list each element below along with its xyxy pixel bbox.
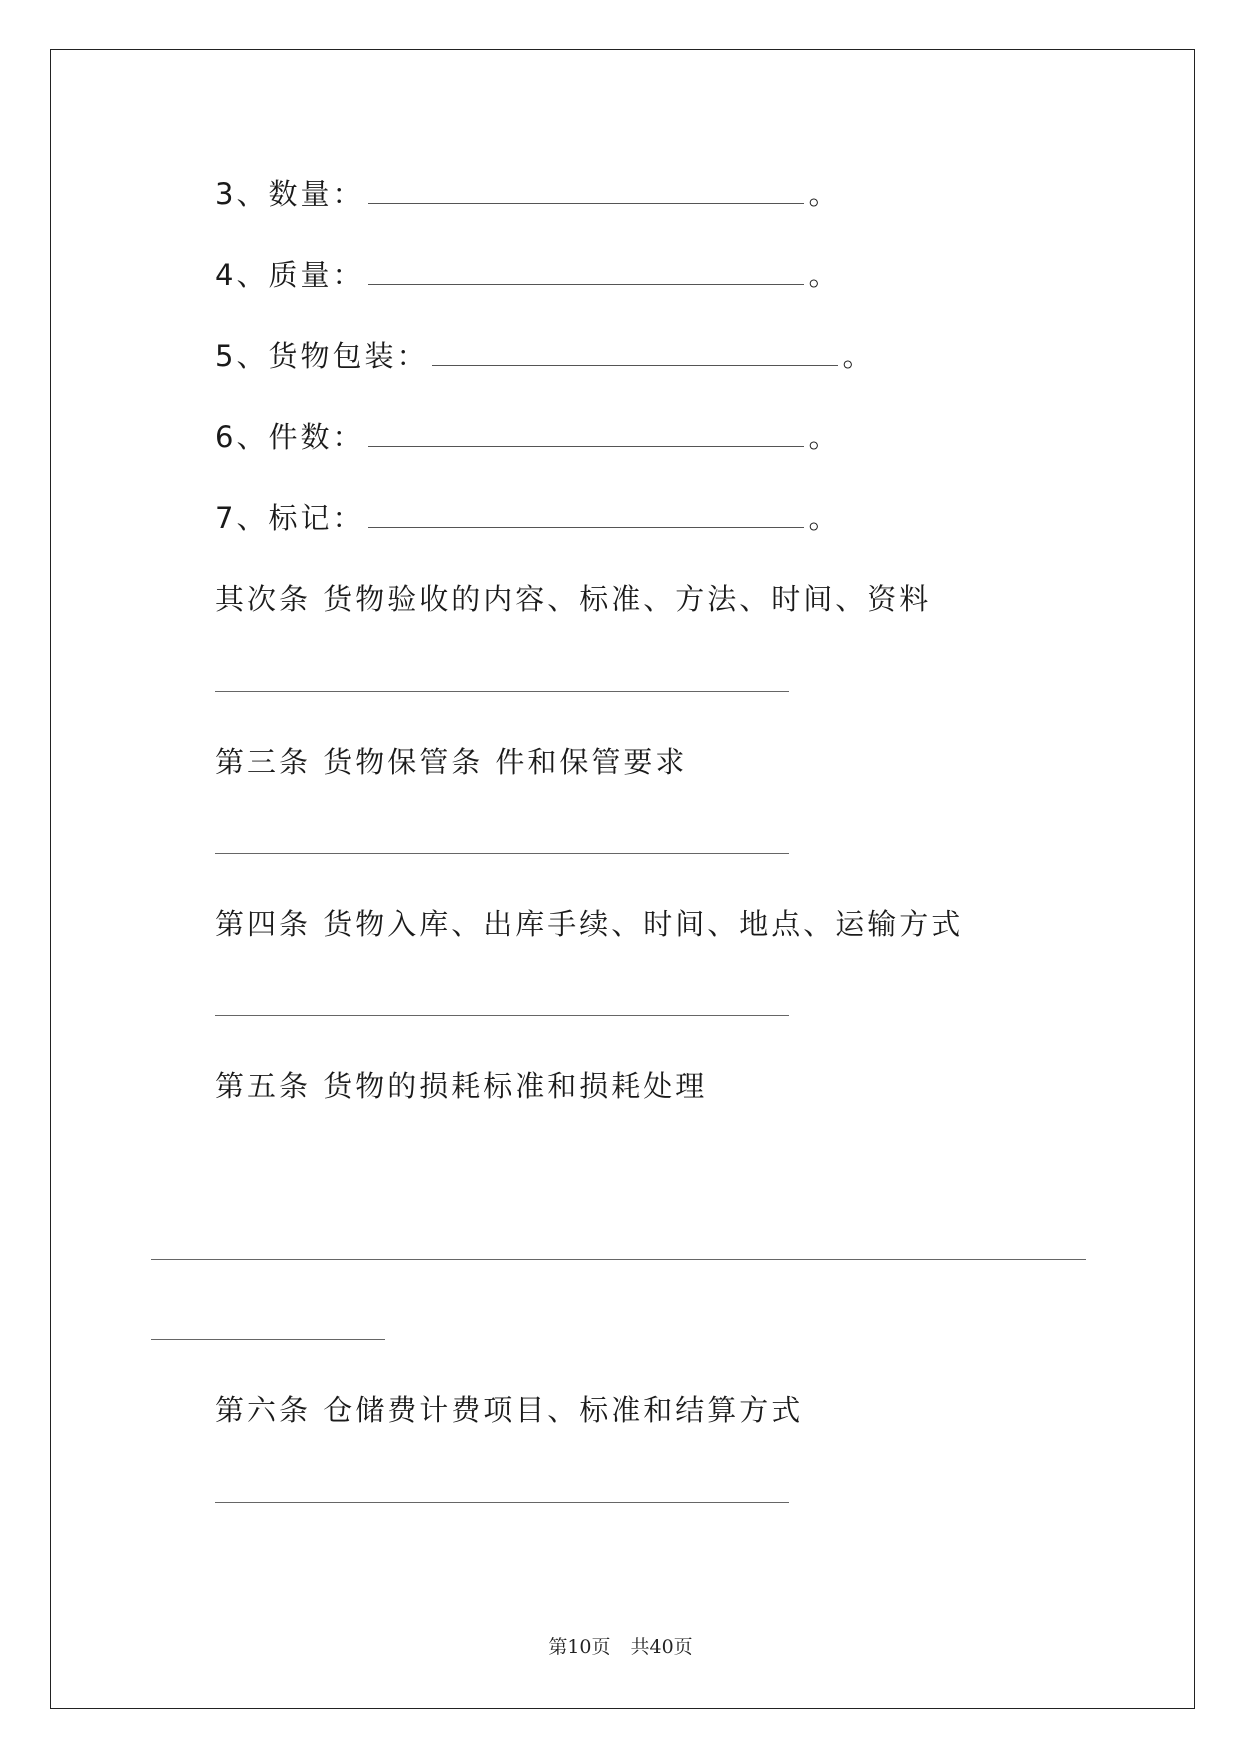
answer-line[interactable] [215,1502,789,1503]
fill-blank[interactable] [368,177,804,204]
article-5-heading: 第五条 货物的损耗标准和损耗处理 [215,1069,708,1103]
item-marks: 7、标记： 。 [215,501,841,535]
item-quantity: 3、数量： 。 [215,177,841,211]
article-3-heading: 第三条 货物保管条 件和保管要求 [215,745,688,779]
page-total: 共40页 [630,1636,693,1658]
item-pieces: 6、件数： 。 [215,420,841,454]
answer-line[interactable] [151,1339,385,1340]
fill-blank[interactable] [368,420,804,447]
answer-line[interactable] [151,1259,1086,1260]
article-6-heading: 第六条 仓储费计费项目、标准和结算方式 [215,1393,804,1427]
article-4-heading: 第四条 货物入库、出库手续、时间、地点、运输方式 [215,907,964,941]
fill-blank[interactable] [432,339,838,366]
answer-line[interactable] [215,1015,789,1016]
item-packaging: 5、货物包装： 。 [215,339,875,373]
page-number: 第10页 [548,1636,611,1658]
answer-line[interactable] [215,691,789,692]
article-2-heading: 其次条 货物验收的内容、标准、方法、时间、资料 [215,582,932,616]
answer-line[interactable] [215,853,789,854]
item-quality: 4、质量： 。 [215,258,841,292]
fill-blank[interactable] [368,501,804,528]
page-footer [0,1632,1241,1659]
fill-blank[interactable] [368,258,804,285]
page-border [50,49,1195,1709]
